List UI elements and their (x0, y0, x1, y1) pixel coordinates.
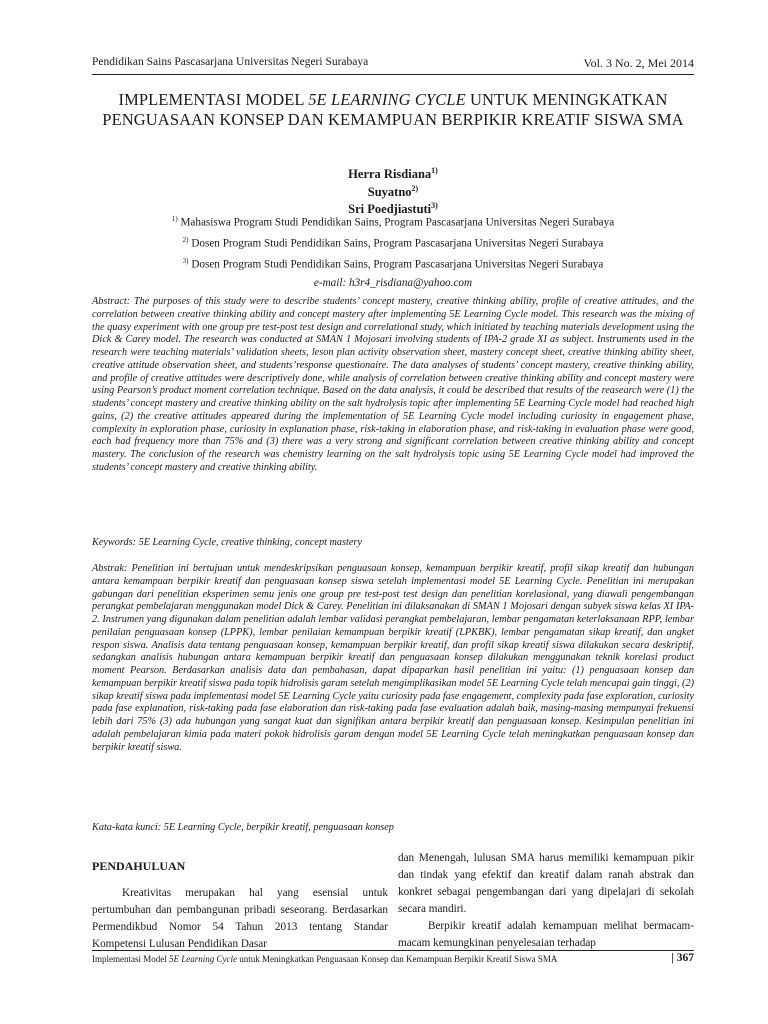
contact-email[interactable]: e-mail: h3r4_risdiana@yahoo.com (313, 276, 473, 289)
author-sup: 1) (431, 166, 438, 175)
running-header (92, 56, 694, 75)
body-column-right (398, 850, 694, 952)
affiliations (92, 211, 694, 292)
affiliation-sup: 2) (182, 236, 189, 245)
author-name: Suyatno (367, 184, 412, 199)
author-sup: 3) (431, 201, 438, 211)
footer-title-part-1: Implementasi Model (92, 954, 167, 964)
section-heading: PENDAHULUAN (92, 859, 186, 873)
running-footer (92, 950, 694, 964)
footer-title-part-2: untuk Meningkatkan Penguasaan Konsep dan Kemampuan Berpikir Kreatif Siswa SMA (239, 954, 558, 964)
author (92, 164, 694, 182)
body-paragraph: Kreativitas merupakan hal yang esensial untuk pertumbuhan dan pembangunan pribadi seseorang. Berdasarkan Permendikbud Nomor 54 Tahun 2013 tentang Standar Kompetensi Lulusan Pendidikan Dasar (92, 887, 388, 950)
author-name: Sri Poedjiastuti (348, 202, 432, 217)
affiliation-text: Dosen Program Studi Pendidikan Sains, Program Pascasarjana Universitas Negeri Surabaya (191, 237, 604, 250)
abstract-english: Abstract: The purposes of this study were to describe students’ concept mastery, creative thinking ability, profile of creative attitudes, and the correlation between creative thinking ability and concept mastery after implementing 5E Learning Cycle model. This research was the mixing of the quasy experiment with one group pre test-post test design and correlational study, which initiated by teaching materials development using the Dick & Carey model. The research was conducted at SMAN 1 Mojosari involving students of IPA-2 grade XI as subject. Instruments used in the research were teaching materials’ validation sheets, leson plan activity observation sheet, mastery concept sheet, creative thinking ability sheet, creative attitude observation sheet, and students’response questionaire. The data analyses of students’ concept mastery, creative thinking ability, and profile of creative attitudes were descriptively done, while analysis of correlation between creative thinking ability and concept mastery were using Pearson’s product moment correlation technique. Based on the data analysis, it could be described that results of the reasearch were (1) the students’ concept mastery and creative thinking ability on the salt hydrolysis topic after implementing 5E Learning Cycle model had reached high gains, (2) the creative attitudes appeared during the implementation of 5E Learning Cycle model including curiosity in engagement phase, complexity in exploration phase, curiosity in explanation phase, risk-taking in elaboration phase, and risk-taking in evaluation phase were good, each had frequency more than 75% and (3) there was a very strong and significant correlation between creative thinking ability and concept mastery. The conclusion of the research was chemistry learning on the salt hydrolysis topic using 5E Learning Cycle model had improved the students’ concept mastery and creative thinking ability. (92, 296, 694, 473)
title-italic: 5E LEARNING CYCLE (308, 90, 466, 109)
title-part-1: IMPLEMENTASI MODEL (118, 90, 304, 109)
affiliation (92, 211, 694, 232)
affiliation-sup: 3) (182, 257, 189, 266)
title-part-2: UNTUK MENINGKATKAN PENGUASAAN KONSEP DAN KEMAMPUAN BERPIKIR KREATIF SISWA SMA (102, 90, 684, 129)
abstract-indonesian: Abstrak: Penelitian ini bertujuan untuk mendeskripsikan penguasaan konsep, kemampuan berpikir kreatif, profil sikap kreatif dan hubungan antara kemampuan berpikir kreatif dan penguasaan konsep siswa setelah implementasi model 5E Learning Cycle. Penelitian ini merupakan gabungan dari penelitian eksperimen semu jenis one group pre test-post test design dan penelitian korelasional, yang diawali pengembangan perangkat pembelajaran menggunakan model Dick & Carey. Penelitian ini dilaksanakan di SMAN 1 Mojosari dengan subyek siswa kelas XI IPA-2. Instrumen yang digunakan dalam penelitian adalah lembar validasi perangkat pembelajaran, lembar pengamatan keterlaksanaan RPP, lembar penilaian penguasaan konsep (LPPK), lembar penilaian kemampuan berpikir kreatif (LPKBK), lembar pengamatan sikap kreatif, dan angket respon siswa. Analisis data tentang penguasaan konsep, kemampuan berpikir kreatif, dan profil sikap kreatif siswa dilakukan secara deskriptif, sedangkan analisis hubungan antara kemampuan berpikir kreatif dan penguasaan konsep dilakukan menggunakan teknik korelasi product moment Pearson. Berdasarkan analisis data dan pembahasan, dapat dipaparkan hasil penelitian ini yaitu: (1) penguasaan konsep dan kemampuan berpikir kreatif siswa pada topik hidrolisis garam setelah mengimplikasikan model 5E Learning Cycle telah mencapai gain tinggi, (2) sikap kreatif siswa pada implementasi model 5E Learning Cycle yaitu curiosity pada fase engagement, complexity pada fase exploration, curiosity pada fase explanation, risk-taking pada fase elaboration dan risk-taking pada fase evaluation adalah baik, masing-masing mempunyai frekuensi lebih dari 75% (3) ada hubungan yang sangat kuat dan signifikan antara berpikir kreatif dan penguasaan konsep. Kesimpulan penelitian ini adalah pembelajaran kimia pada materi pokok hidrolisis garam dengan model 5E Learning Cycle telah meningkatkan penguasaan konsep dan berpikir kreatif siswa. (92, 563, 694, 753)
article-title (92, 90, 694, 129)
page-number: | 367 (671, 952, 694, 964)
journal-name: Pendidikan Sains Pascasarjana Universitas Negeri Surabaya (92, 56, 369, 68)
body-column-left (92, 858, 388, 953)
footer-title (92, 954, 602, 966)
affiliation (92, 232, 694, 253)
author-list (92, 164, 694, 217)
keywords-indonesian: Kata-kata kunci: 5E Learning Cycle, berpikir kreatif, penguasaan konsep (92, 822, 394, 833)
affiliation-sup: 1) (171, 215, 178, 223)
author-name: Herra Risdiana (348, 167, 432, 182)
body-paragraph: dan Menengah, lulusan SMA harus memiliki kemampuan pikir dan tindak yang efektif dan kreatif dalam ranah abstrak dan konkret sebagai pengembangan dari yang dipelajari di sekolah secara mandiri. (398, 852, 694, 915)
affiliation (92, 253, 694, 274)
keywords-english: Keywords: 5E Learning Cycle, creative thinking, concept mastery (92, 537, 362, 548)
author-sup: 2) (411, 183, 419, 193)
volume-issue: Vol. 3 No. 2, Mei 2014 (583, 56, 694, 70)
affiliation-text: Mahasiswa Program Studi Pendidikan Sains, Program Pascasarjana Universitas Negeri Surabaya (180, 216, 615, 229)
affiliation-text: Dosen Program Studi Pendidikan Sains, Program Pascasarjana Universitas Negeri Surabaya (191, 259, 604, 272)
body-paragraph: Berpikir kreatif adalah kemampuan melihat bermacam-macam kemungkinan penyelesaian terhadap (398, 920, 694, 949)
footer-title-italic: 5E Learning Cycle (168, 954, 237, 964)
author (92, 182, 694, 200)
